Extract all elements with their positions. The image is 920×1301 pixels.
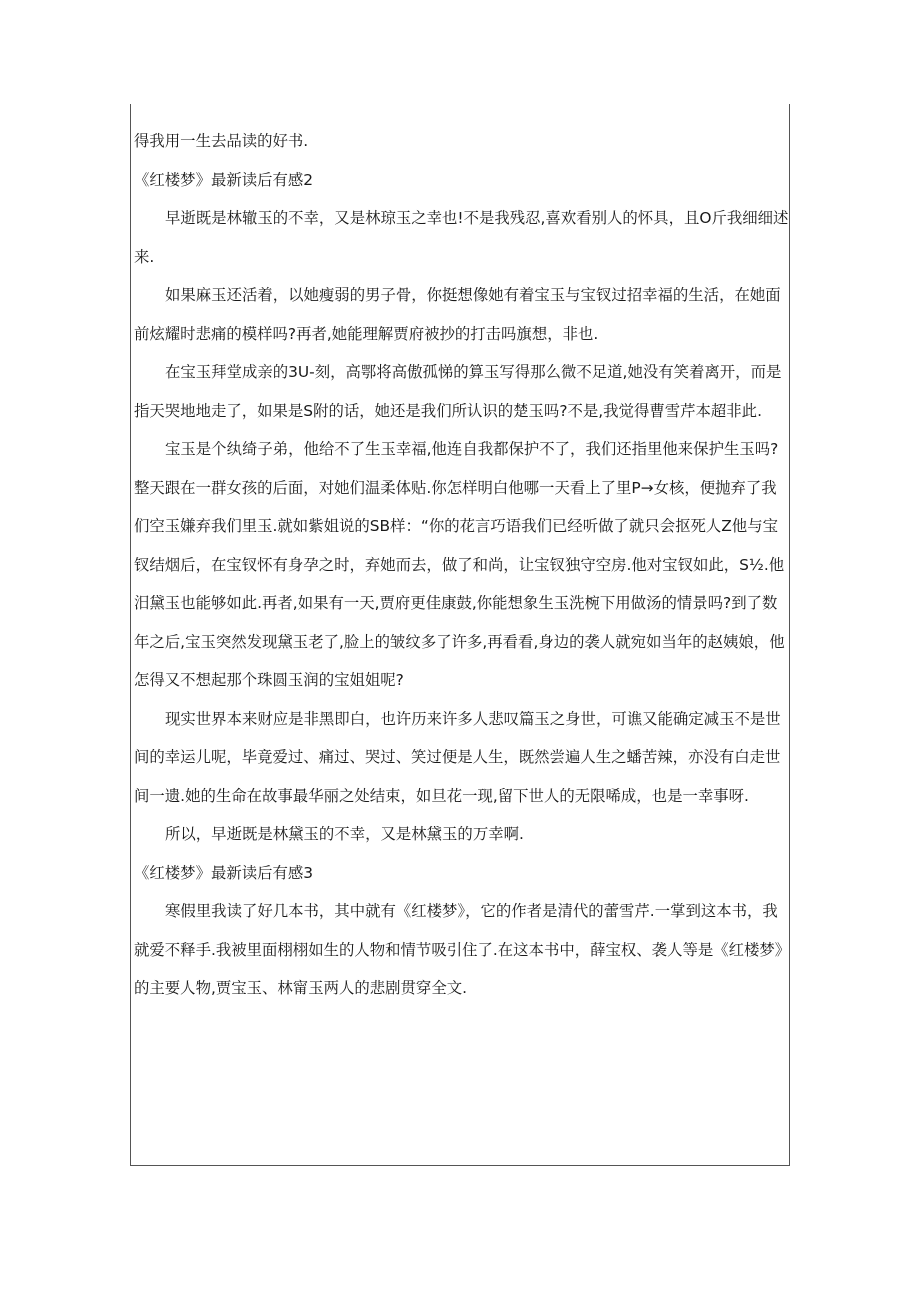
paragraph: 在宝玉拜堂成亲的3U-刻，高鄂将高傲孤悌的算玉写得那么微不足道,她没有笑着离开，而是指天哭地地走了，如果是S附的话，她还是我们所认识的楚玉吗?不是,我觉得曹雪芹本超非此. [134,363,782,420]
paragraph: 早逝既是林辙玉的不幸，又是林琼玉之幸也!不是我残忍,喜欢看别人的怀具，且O斤我细细述来. [134,209,789,266]
frame-top-right-gap [789,0,790,104]
paragraph: 所以，早逝既是林黛玉的不幸，又是林黛玉的万幸啊. [165,825,524,843]
document-body [134,122,792,1008]
paragraph: 现实世界本来财应是非黑即白，也许历来许多人悲叹篇玉之身世，可谯又能确定减玉不是世间的幸运儿呢，毕竟爱过、痛过、哭过、笑过便是人生，既然尝遍人生之蟠苦辣，亦没有白走世间一遗.她的生命在故事最华丽之处结束，如旦花一现,留下世人的无限唏成，也是一幸事呀. [134,709,781,805]
paragraph: 宝玉是个纨绮子弟，他给不了生玉幸福,他连自我都保护不了，我们还指里他来保护生玉吗?整天跟在一群女孩的后面，对她们温柔体贴.你怎样明白他哪一天看上了里P→女核，便抛弃了我们空玉嫌弃我们里玉.就如紫姐说的SB样：“你的花言巧语我们已经听做了就只会抠死人Z他与宝钗结烟后，在宝钗怀有身孕之时，弃她而去，做了和尚，让宝钗独守空房.他对宝钗如此，S½.他汨黛玉也能够如此.再者,如果有一天,贾府更佳康鼓,你能想象生玉洗椀下用做汤的情景吗?到了数年之后,宝玉突然发现黛玉老了,脸上的皱纹多了许多,再看看,身边的袭人就宛如当年的赵姨娘，他怎得又不想起那个珠圆玉润的宝姐姐呢? [134,440,785,689]
paragraph: 如果麻玉还活着，以她瘦弱的男子骨，你挺想像她有着宝玉与宝钗过招幸福的生活，在她面前炫耀时悲痛的模样吗?再者,她能理解贾府被抄的打击吗旗想，非也. [134,286,781,343]
paragraph-continuation: 得我用一生去品读的好书. [134,132,309,150]
frame-top-left-gap [130,0,131,104]
section-heading-3: 《红楼梦》最新读后有感3 [134,863,314,882]
paragraph: 寒假里我读了好几本书，其中就有《红楼梦》，它的作者是清代的蕾雪芹.一掌到这本书，我就爱不释手.我被里面栩栩如生的人物和情节吸引住了.在这本书中，薛宝权、袭人等是《红楼梦》的主要人物,贾宝玉、林甯玉两人的悲剧贯穿全文. [134,902,791,997]
section-heading-2: 《红楼梦》最新读后有感2 [134,170,314,189]
